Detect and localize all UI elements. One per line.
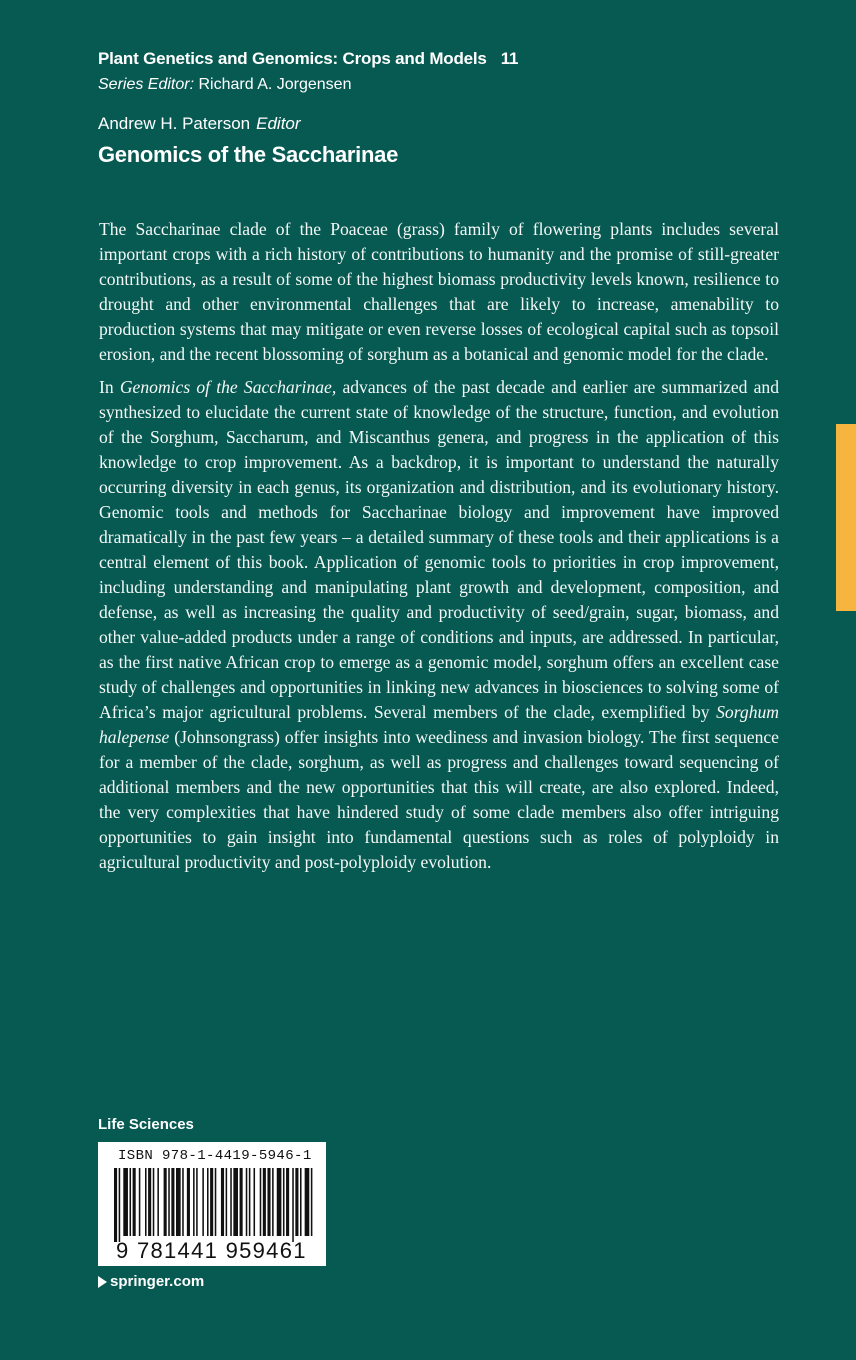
barcode-bar [233,1168,238,1236]
series-editor-name: Richard A. Jorgensen [198,76,352,93]
barcode-bar [260,1168,262,1236]
barcode-bar [292,1168,294,1242]
barcode-bar [300,1168,302,1236]
series-volume: 11 [500,49,519,68]
barcode-bar [193,1168,195,1236]
barcode-bar [153,1168,155,1236]
barcode-bar [249,1168,251,1236]
barcode-bar [295,1168,298,1236]
barcode-bar [139,1168,141,1236]
blurb-paragraph-1: The Saccharinae clade of the Poaceae (grass) family of flowering plants includes several important crops with a rich history of contributions to humanity and the promise of still-greater contributions, as a result of some of the highest biomass productivity levels known, resilience to drought and other environmental challenges that are likely to increase, amenability to production systems that may mitigate or even reverse losses of ecological capital such as topsoil erosion, and the recent blossoming of sorghum as a botanical and genomic model for the clade. [99,219,779,364]
barcode-bar [164,1168,167,1236]
barcode-bar [130,1168,132,1236]
barcode-bar [286,1168,289,1236]
barcode-bar [157,1168,159,1236]
barcode-bar [246,1168,248,1236]
publisher-url: springer.com [110,1273,205,1290]
barcode-bar [226,1168,228,1236]
blurb-p2-species: Sorghum halepense [99,702,779,747]
publisher-website [98,1273,204,1290]
isbn-number: ISBN 978-1-4419-5946-1 [118,1148,312,1164]
barcode-bar [114,1168,117,1242]
accent-tab [836,424,856,611]
barcode-digits: 9 781441 959461 [116,1238,307,1263]
book-editor [98,114,301,134]
barcode-bar [123,1168,128,1236]
isbn-barcode [98,1142,326,1266]
barcode-bar [272,1168,274,1236]
blurb-p2-text-a: advances of the past decade and earlier are summarized and synthesized to elucidate the current state of knowledge of the structure, function, and evolution of the Sorghum, Saccharum, and Miscanthus genera, and progress in the application of this knowledge to crop improvement. As a backdrop, it is important to understand the naturally occurring diversity in each genus, its organization and distribution, and its evolutionary history. Genomic tools and methods for Saccharinae biology and improvement have improved dramatically in the past few years – a detailed summary of these tools and their applications is a central element of this book. Application of genomic tools to priorities in crop improvement, including understanding and manipulating plant growth and development, composition, and defense, as well as increasing the quality and productivity of seed/grain, sugar, biomass, and other value-added products under a range of conditions and inputs, are addressed. In particular, as the first native African crop to emerge as a genomic model, sorghum offers an excellent case study of challenges and opportunities in linking new advances in biosciences to solving some of Africa’s major agricultural problems. Several members of the clade, exemplified by [99,377,780,722]
barcode-bar [168,1168,170,1236]
barcode-bar [187,1168,190,1236]
barcode-bar [305,1168,310,1236]
series-editor-label: Series Editor: [98,76,195,93]
barcode-bar [221,1168,224,1236]
barcode-bar [240,1168,243,1236]
subject-category: Life Sciences [98,1116,194,1133]
barcode-bar [230,1168,232,1236]
series-name: Plant Genetics and Genomics: Crops and Models [98,49,487,68]
barcode-bar [119,1168,121,1242]
barcode-bar [311,1168,313,1236]
barcode-bar [277,1168,282,1236]
barcode-bar [254,1168,256,1236]
barcode-bar [283,1168,285,1236]
blurb-p2-lead: In [99,377,120,397]
blurb-p2-book-title: Genomics of the Saccharinae, [119,377,337,397]
barcode-bar [202,1168,204,1236]
series-editor [98,76,351,94]
barcode-bar [267,1168,270,1236]
book-editor-role: Editor [256,114,301,133]
barcode-bar [171,1168,174,1236]
barcode-bar [215,1168,217,1236]
barcode-bar [145,1168,147,1236]
barcode-bar [196,1168,198,1236]
book-title: Genomics of the Saccharinae [98,142,399,167]
series-title [98,49,518,69]
barcode-bar [182,1168,184,1236]
blurb-p2-text-b: (Johnsongrass) offer insights into weediness and invasion biology. The first sequence for a member of the clade, sorghum, as well as progress and challenges toward sequencing of additional members and the new opportunities that this will create, are also explored. Indeed, the very complexities that have hindered study of some clade members also offer intriguing opportunities to gain insight into fundamental questions such as roles of polyploidy in agricultural productivity and post-polyploidy evolution. [99,727,779,872]
barcode-bar [263,1168,266,1236]
barcode-bars [114,1168,314,1242]
barcode-bar [207,1168,209,1236]
barcode-bar [133,1168,136,1236]
barcode-bar [148,1168,151,1236]
blurb-paragraph-2 [99,375,779,875]
barcode-bar [210,1168,213,1236]
arrow-right-icon [98,1276,107,1288]
back-cover-blurb [99,217,779,875]
book-editor-name: Andrew H. Paterson [98,114,251,133]
barcode-bar [176,1168,181,1236]
